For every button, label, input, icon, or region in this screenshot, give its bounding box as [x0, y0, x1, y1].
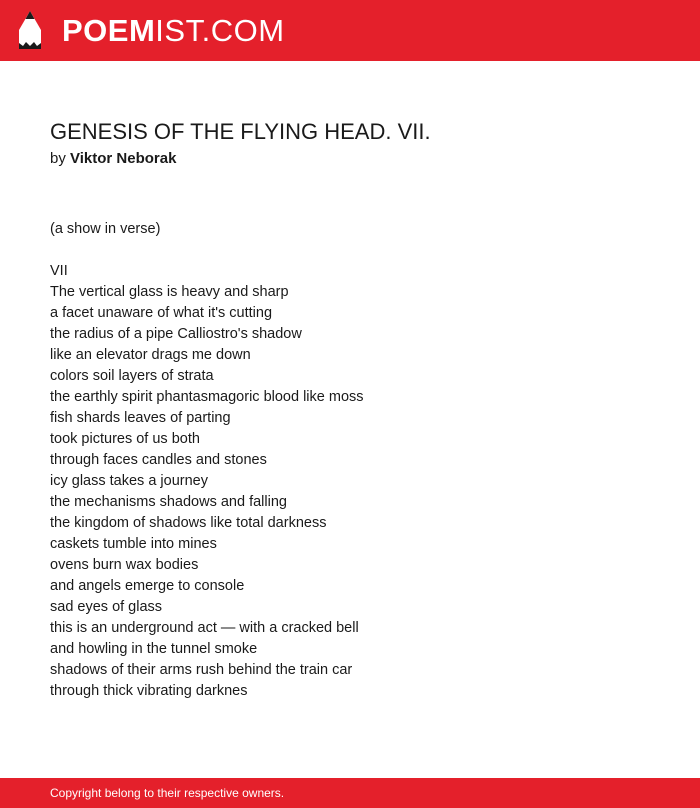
poem-line: the kingdom of shadows like total darkness: [50, 515, 327, 531]
byline-prefix: by: [50, 150, 66, 167]
site-logo[interactable]: [62, 13, 285, 49]
poem-subtitle: (a show in verse): [50, 221, 161, 237]
poem-line: this is an underground act — with a cracked bell: [50, 620, 359, 636]
poem-line: and howling in the tunnel smoke: [50, 641, 258, 657]
poem-line: caskets tumble into mines: [50, 536, 217, 552]
poem-line: the radius of a pipe Calliostro's shadow: [50, 326, 302, 342]
poem-line: icy glass takes a journey: [50, 473, 208, 489]
poem-line: and angels emerge to console: [50, 578, 245, 594]
poem-line: like an elevator drags me down: [50, 347, 251, 363]
logo-text-bold: POEM: [62, 13, 156, 48]
poem-section-number: VII: [50, 263, 68, 279]
poem-line: took pictures of us both: [50, 431, 200, 447]
poem-line: shadows of their arms rush behind the train car: [50, 662, 353, 678]
copyright-notice: Copyright belong to their respective owners.: [50, 786, 285, 800]
poem-line: colors soil layers of strata: [50, 368, 214, 384]
poem-line: through faces candles and stones: [50, 452, 267, 468]
byline: [50, 149, 176, 169]
poem-line: the earthly spirit phantasmagoric blood like moss: [50, 389, 364, 405]
site-header: [0, 0, 700, 61]
poem-line: a facet unaware of what it's cutting: [50, 305, 273, 321]
poem-line: The vertical glass is heavy and sharp: [50, 284, 289, 300]
poem-line: through thick vibrating darknes: [50, 683, 248, 699]
stanza-gap: [50, 240, 650, 261]
poem-body: [50, 219, 650, 702]
poem-line: ovens burn wax bodies: [50, 557, 199, 573]
site-footer: [0, 778, 700, 808]
poem-line: sad eyes of glass: [50, 599, 163, 615]
logo-text-light: IST.COM: [155, 13, 285, 48]
author-name: Viktor Neborak: [70, 150, 177, 167]
poem-title: GENESIS OF THE FLYING HEAD. VII.: [50, 119, 431, 144]
poem-line: the mechanisms shadows and falling: [50, 494, 287, 510]
poem-line: fish shards leaves of parting: [50, 410, 231, 426]
pencil-tip-icon: [17, 10, 43, 51]
